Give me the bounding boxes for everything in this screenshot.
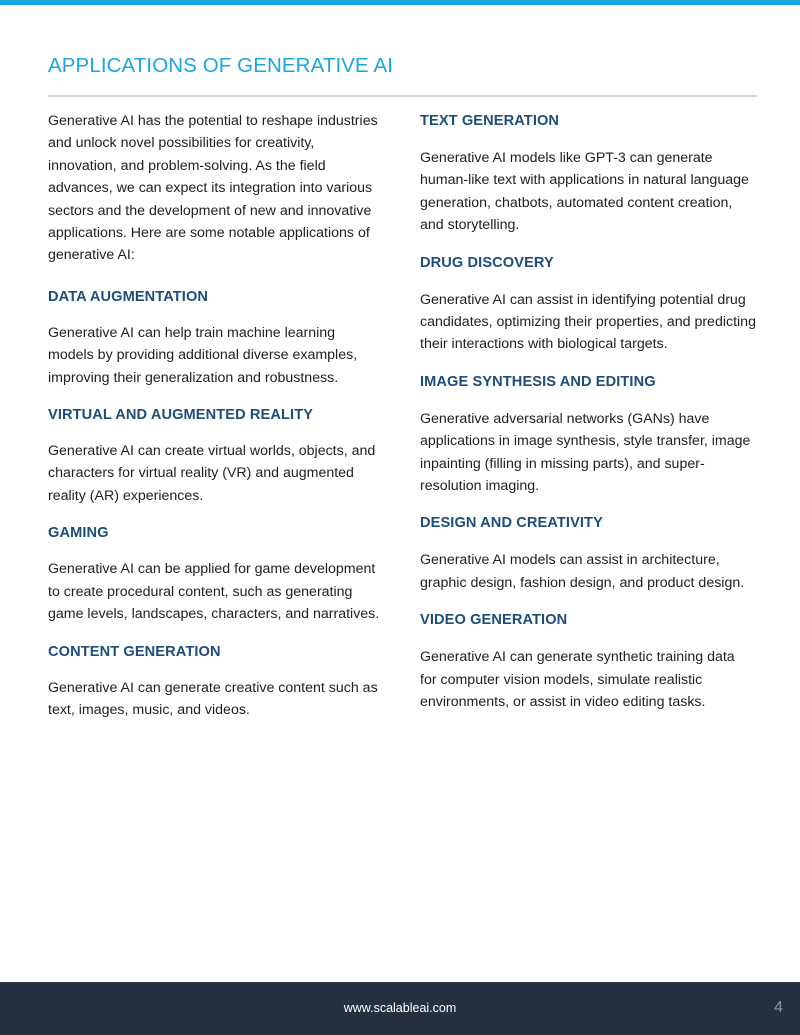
- section-body-content-generation: Generative AI can generate creative content such as text, images, music, and videos.: [48, 679, 378, 718]
- section-heading-design-creativity: DESIGN AND CREATIVITY: [420, 515, 603, 532]
- section-heading-virtual-augmented-reality: VIRTUAL AND AUGMENTED REALITY: [48, 407, 314, 424]
- section-heading-video-generation: VIDEO GENERATION: [420, 612, 568, 629]
- section-body-gaming: Generative AI can be applied for game development to create procedural content, such as generating game levels, landscapes, characters, and narratives.: [48, 561, 380, 623]
- section-body-virtual-augmented-reality: Generative AI can create virtual worlds, objects, and characters for virtual reality (VR) and augmented reality (AR) experiences.: [48, 443, 376, 504]
- title-divider: [48, 95, 757, 97]
- section-body-text-generation: Generative AI models like GPT-3 can generate human-like text with applications in natural language generation, chatbots, automated content creation, and storytelling.: [420, 150, 749, 234]
- section-body-data-augmentation: Generative AI can help train machine learning models by providing additional diverse examples, improving their generalization and robustness.: [48, 324, 358, 386]
- section-body-design-creativity: Generative AI models can assist in architecture, graphic design, fashion design, and product design.: [420, 552, 745, 591]
- section-body-image-synthesis-editing: Generative adversarial networks (GANs) have applications in image synthesis, style transfer, image inpainting (filling in missing parts), and super-resolution imaging.: [420, 410, 751, 495]
- left-column: [48, 110, 388, 721]
- page-title: APPLICATIONS OF GENERATIVE AI: [48, 54, 394, 77]
- top-accent-bar: [0, 0, 800, 5]
- page-footer: [0, 982, 800, 1035]
- section-heading-image-synthesis-editing: IMAGE SYNTHESIS AND EDITING: [420, 373, 656, 390]
- section-body-drug-discovery: Generative AI can assist in identifying potential drug candidates, optimizing their properties, and predicting their interactions with biological targets.: [420, 291, 756, 353]
- section-body-video-generation: Generative AI can generate synthetic training data for computer vision models, simulate realistic environments, or assist in video editing tasks.: [420, 649, 735, 711]
- page-number: 4: [774, 999, 783, 1016]
- section-heading-gaming: GAMING: [48, 525, 109, 542]
- section-heading-data-augmentation: DATA AUGMENTATION: [48, 288, 209, 305]
- intro-paragraph: Generative AI has the potential to reshape industries and unlock novel possibilities for creativity, innovation, and problem-solving. As the field advances, we can expect its integration into various sectors and the development of new and innovative applications. Here are some notable applications of generative AI:: [48, 113, 378, 264]
- footer-website-link[interactable]: www.scalableai.com: [343, 1001, 457, 1015]
- section-heading-text-generation: TEXT GENERATION: [420, 113, 560, 129]
- right-column: [420, 110, 760, 714]
- section-heading-content-generation: CONTENT GENERATION: [48, 643, 221, 660]
- section-heading-drug-discovery: DRUG DISCOVERY: [420, 254, 554, 271]
